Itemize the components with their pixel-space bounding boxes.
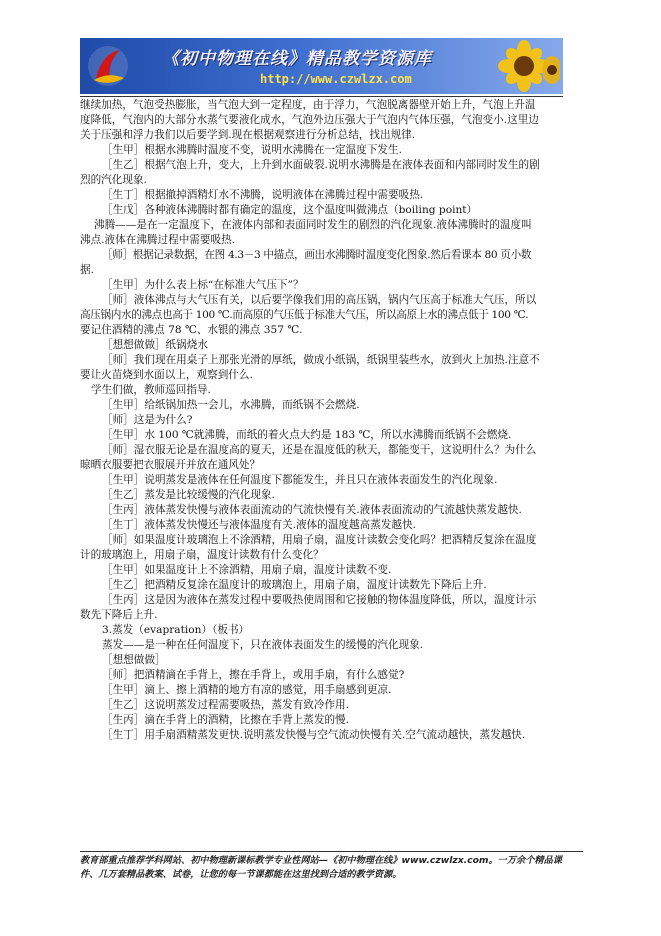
header-banner [80, 38, 563, 94]
text-line: 蒸发——是一种在任何温度下，只在液体表面发生的缓慢的汽化现象. [102, 639, 424, 651]
footer-line-1: 教育部重点推荐学科网站、初中物理新课标教学专业性网站—《初中物理在线》www.czwlzx.com。一万余个精品课 [80, 855, 562, 866]
text-line: ［生丁］用手扇酒精蒸发更快.说明蒸发快慢与空气流动快慢有关.空气流动越快，蒸发越快. [102, 729, 526, 741]
text-line: 沸腾——是在一定温度下，在液体内部和表面同时发生的剧烈的汽化现象.液体沸腾时的温度叫 [94, 219, 532, 231]
text-line: 要记住酒精的沸点 78 ℃、水银的沸点 357 ℃. [80, 324, 303, 336]
text-line: ［师］我们现在用桌子上那张光滑的厚纸，做成小纸锅，纸锅里装些水，放到火上加热.注意不 [102, 354, 540, 366]
site-url[interactable]: http://www.czwlzx.com [260, 72, 412, 86]
text-line: ［生甲］说明蒸发是液体在任何温度下都能发生，并且只在液体表面发生的汽化现象. [102, 474, 498, 486]
text-line: ［生甲］给纸锅加热一会儿，水沸腾，而纸锅不会燃烧. [102, 399, 360, 411]
sunflower-icon [488, 40, 560, 92]
text-line: ［师］湿衣服无论是在温度高的夏天，还是在温度低的秋天，都能变干，这说明什么？为什么 [102, 444, 537, 456]
text-line: ［师］根据记录数据，在图 4.3－3 中描点，画出水沸腾时温度变化图象.然后看课本 80 页小数 [102, 249, 532, 261]
text-line: ［生乙］蒸发是比较缓慢的汽化现象. [102, 489, 275, 501]
text-line: ［师］把酒精滴在手背上，擦在手背上，或用手扇，有什么感觉? [102, 669, 405, 681]
text-line: ［生乙］根据气泡上升，变大，上升到水面破裂.说明水沸腾是在液体表面和内部同时发生的剧 [102, 159, 540, 171]
text-line: ［生丙］液体蒸发快慢与液体表面流动的气流快慢有关.液体表面流动的气流越快蒸发越快. [102, 504, 522, 516]
text-line: 数先下降后上升. [80, 609, 158, 621]
text-line: 度降低，气泡内的大部分水蒸气要液化成水，气泡外边压强大于气泡内气体压强，气泡变小.这里边 [80, 114, 539, 126]
text-line: 继续加热，气泡受热膨胀，当气泡大到一定程度，由于浮力，气泡脱离器壁开始上升，气泡上升温 [80, 99, 536, 111]
text-line: 高压锅内水的沸点也高于 100 ℃.而高原的气压低于标准大气压，所以高原上水的沸点低于 100 ℃. [80, 309, 529, 321]
text-line: ［生乙］这说明蒸发过程需要吸热，蒸发有致冷作用. [102, 699, 350, 711]
text-line: ［生丁］液体蒸发快慢还与液体温度有关.液体的温度越高蒸发越快. [102, 519, 416, 531]
text-line: 3.蒸发（evapration）（板书） [102, 624, 250, 636]
text-line: ［生甲］为什么表上标“在标准大气压下”？ [102, 279, 304, 291]
page-footer [80, 854, 583, 882]
site-title: 《初中物理在线》精品教学资源库 [162, 49, 432, 69]
text-line: ［师］液体沸点与大气压有关，以后要学像我们用的高压锅，锅内气压高于标准大气压，所以 [102, 294, 537, 306]
text-line: ［想想做做］纸锅烧水 [102, 339, 208, 351]
footer-line-2: 件、几万套精品教案、试卷，让您的每一节课都能在这里找到合适的教学资源。 [80, 869, 402, 880]
site-logo-icon [86, 44, 130, 88]
text-line: ［生丁］根据撤掉酒精灯水不沸腾，说明液体在沸腾过程中需要吸热. [102, 189, 424, 201]
text-line: ［生丙］这是因为液体在蒸发过程中要吸热使周围和它接触的物体温度降低，所以，温度计示 [102, 594, 537, 606]
text-line: ［生丙］滴在手背上的酒精，比擦在手背上蒸发的慢. [102, 714, 350, 726]
text-line: 据. [80, 264, 94, 276]
text-line: 沸点.液体在沸腾过程中需要吸热. [80, 234, 236, 246]
text-line: 要让火苗烧到水面以上，观察到什么. [80, 369, 253, 381]
text-line: ［生乙］把酒精反复涂在温度计的玻璃泡上，用扇子扇，温度计读数先下降后上升. [102, 579, 487, 591]
text-line: ［生甲］滴上、擦上酒精的地方有凉的感觉，用手扇感到更凉. [102, 684, 392, 696]
text-line: ［生戊］各种液体沸腾时都有确定的温度，这个温度叫做沸点（boiling point） [102, 204, 478, 216]
text-line: 关于压强和浮力我们以后要学到.现在根据观察进行分析总结，找出规律. [80, 129, 416, 141]
text-line: ［师］如果温度计玻璃泡上不涂酒精，用扇子扇，温度计读数会变化吗？把酒精反复涂在温度 [102, 534, 537, 546]
text-line: 晾晒衣服要把衣服展开并放在通风处？ [80, 459, 261, 471]
text-line: ［想想做做］ [102, 654, 166, 666]
document-body [80, 98, 583, 743]
text-line: ［生甲］如果温度计上不涂酒精，用扇子扇，温度计读数不变. [102, 564, 392, 576]
text-line: ［生甲］根据水沸腾时温度不变，说明水沸腾在一定温度下发生. [102, 144, 402, 156]
text-line: ［生甲］水 100 ℃就沸腾，而纸的着火点大约是 183 ℃，所以水沸腾而纸锅不会燃烧. [102, 429, 512, 441]
text-line: 计的玻璃泡上，用扇子扇，温度计读数有什么变化？ [80, 549, 324, 561]
text-line: 烈的汽化现象. [80, 174, 147, 186]
header-rule [80, 96, 563, 97]
text-line: 学生们做，教师巡回指导. [91, 384, 211, 396]
text-line: ［师］这是为什么? [102, 414, 193, 426]
footer-rule [80, 851, 583, 852]
